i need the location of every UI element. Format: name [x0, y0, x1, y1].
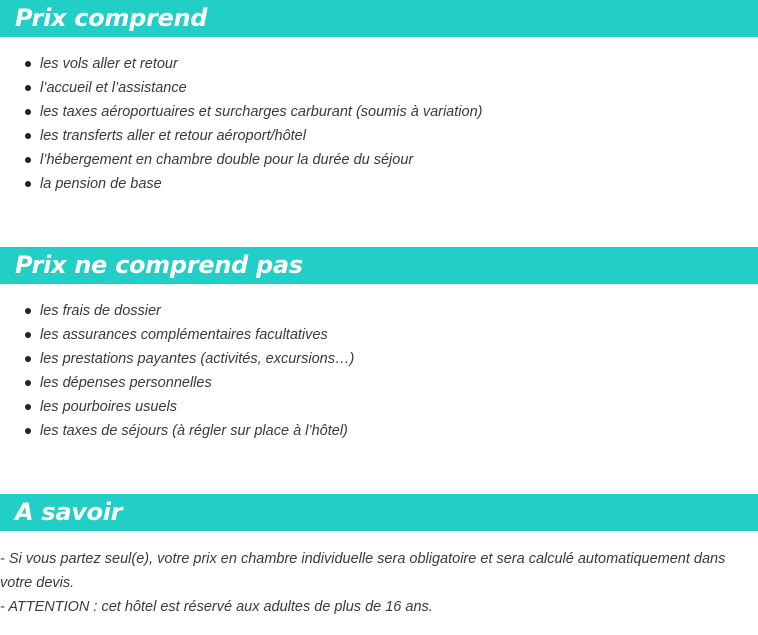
bullet-icon: [25, 157, 31, 163]
section-title: Prix comprend: [0, 0, 758, 37]
bullet-icon: [25, 380, 31, 386]
list-item: les vols aller et retour: [24, 52, 482, 76]
section-title: A savoir: [0, 494, 758, 531]
bullet-icon: [25, 181, 31, 187]
list-item: les transferts aller et retour aéroport/hôtel: [24, 124, 482, 148]
section-title: Prix ne comprend pas: [0, 247, 758, 284]
excludes-list: [24, 299, 354, 443]
section-good-to-know: [0, 494, 758, 531]
note-adults-only: - ATTENTION : cet hôtel est réservé aux adultes de plus de 16 ans.: [0, 599, 433, 615]
bullet-icon: [25, 308, 31, 314]
bullet-icon: [25, 404, 31, 410]
bullet-icon: [25, 356, 31, 362]
list-item: l’hébergement en chambre double pour la durée du séjour: [24, 148, 482, 172]
bullet-icon: [25, 133, 31, 139]
bullet-icon: [25, 428, 31, 434]
list-item: l’accueil et l’assistance: [24, 76, 482, 100]
bullet-icon: [25, 85, 31, 91]
list-item: les prestations payantes (activités, excursions…): [24, 347, 354, 371]
section-price-excludes: [0, 247, 758, 284]
list-item: les assurances complémentaires facultatives: [24, 323, 354, 347]
bullet-icon: [25, 61, 31, 67]
section-price-includes: [0, 0, 758, 37]
note-single-room: - Si vous partez seul(e), votre prix en chambre individuelle sera obligatoire et sera calculé automatiquement dans votre devis.: [0, 551, 726, 591]
list-item: la pension de base: [24, 172, 482, 196]
bullet-icon: [25, 332, 31, 338]
bullet-icon: [25, 109, 31, 115]
list-item: les pourboires usuels: [24, 395, 354, 419]
includes-list: [24, 52, 482, 196]
list-item: les dépenses personnelles: [24, 371, 354, 395]
list-item: les taxes aéroportuaires et surcharges carburant (soumis à variation): [24, 100, 482, 124]
list-item: les frais de dossier: [24, 299, 354, 323]
list-item: les taxes de séjours (à régler sur place à l’hôtel): [24, 419, 354, 443]
